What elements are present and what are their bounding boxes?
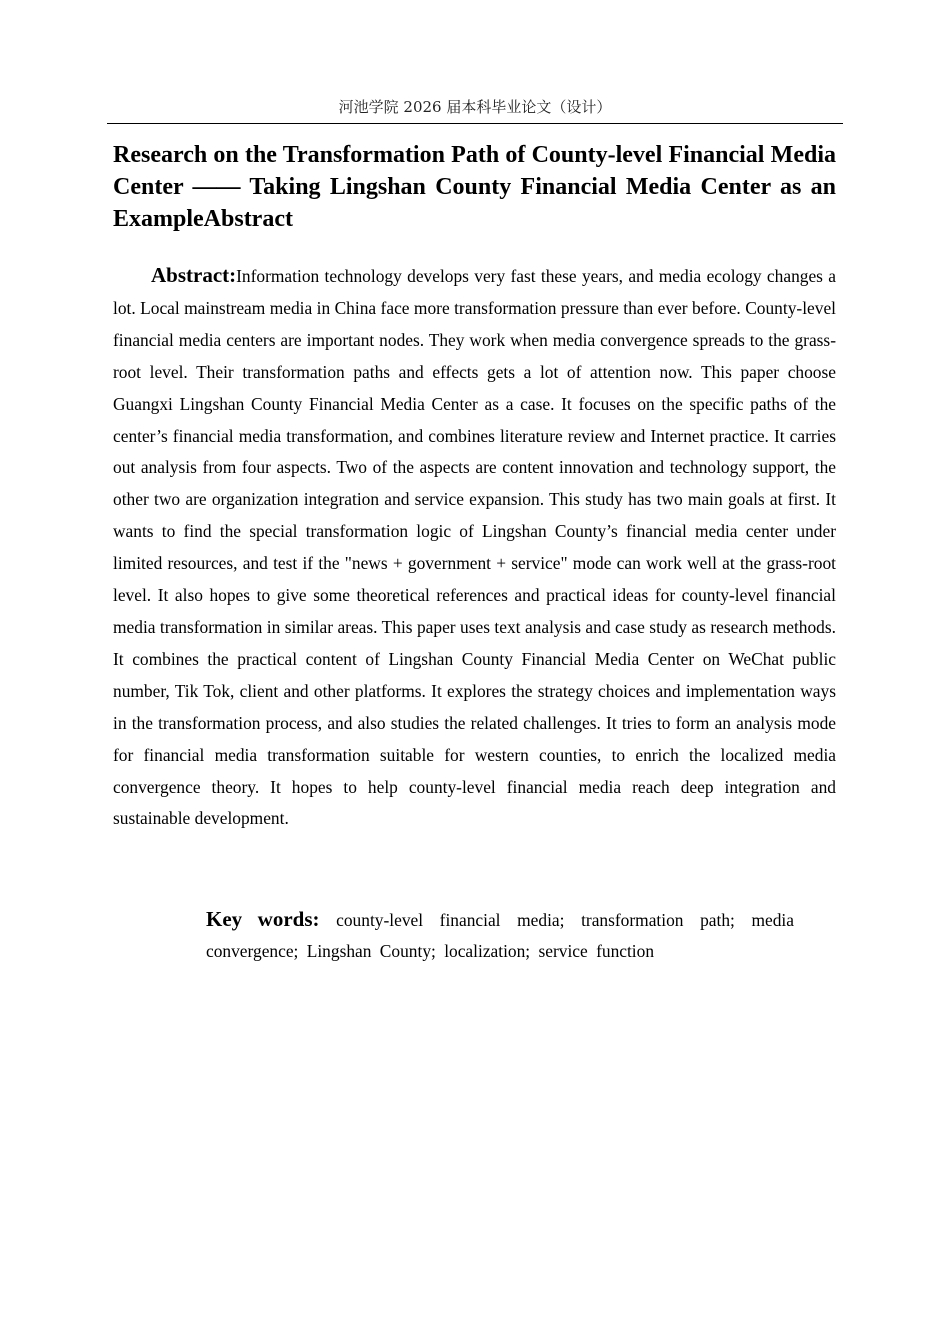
abstract-text: Information technology develops very fast these years, and media ecology changes a lot. Local mainstream media in China face more transformation pressure than ever before. County-level financial media centers are important nodes. They work when media convergence spreads to the grass-root level. Their transformation paths and effects gets a lot of attention now. This paper choose Guangxi Lingshan County Financial Media Center as a case. It focuses on the specific paths of the center’s financial media transformation, and combines literature review and Internet practice. It carries out analysis from four aspects. Two of the aspects are content innovation and technology support, the other two are organization integration and service expansion. This study has two main goals at first. It wants to find the special transformation logic of Lingshan County’s financial media center under limited resources, and test if the "news + government + service" mode can work well at the grass-root level. It also hopes to give some theoretical references and practical ideas for county-level financial media transformation in similar areas. This paper uses text analysis and case study as research methods. It combines the practical content of Lingshan County Financial Media Center on WeChat public number, Tik Tok, client and other platforms. It explores the strategy choices and implementation ways in the transformation process, and also studies the related challenges. It tries to form an analysis mode for financial media transformation suitable for western counties, to enrich the localized media convergence theory. It hopes to help county-level financial media reach deep integration and sustainable development. bbox=[113, 266, 836, 829]
abstract-label: Abstract: bbox=[151, 263, 237, 287]
keywords-text: county-level financial media; transformation path; media convergence; Lingshan County; localization; service function bbox=[206, 910, 794, 961]
header-rule bbox=[107, 123, 843, 124]
keywords-paragraph bbox=[206, 904, 794, 967]
paper-title: Research on the Transformation Path of County-level Financial Media Center —— Taking Lingshan County Financial Media Center as an ExampleAbstract bbox=[113, 142, 836, 232]
abstract-paragraph bbox=[113, 260, 836, 835]
running-header: 河池学院 2026 届本科毕业论文（设计） bbox=[338, 98, 612, 116]
keywords-label: Key words: bbox=[206, 907, 320, 931]
